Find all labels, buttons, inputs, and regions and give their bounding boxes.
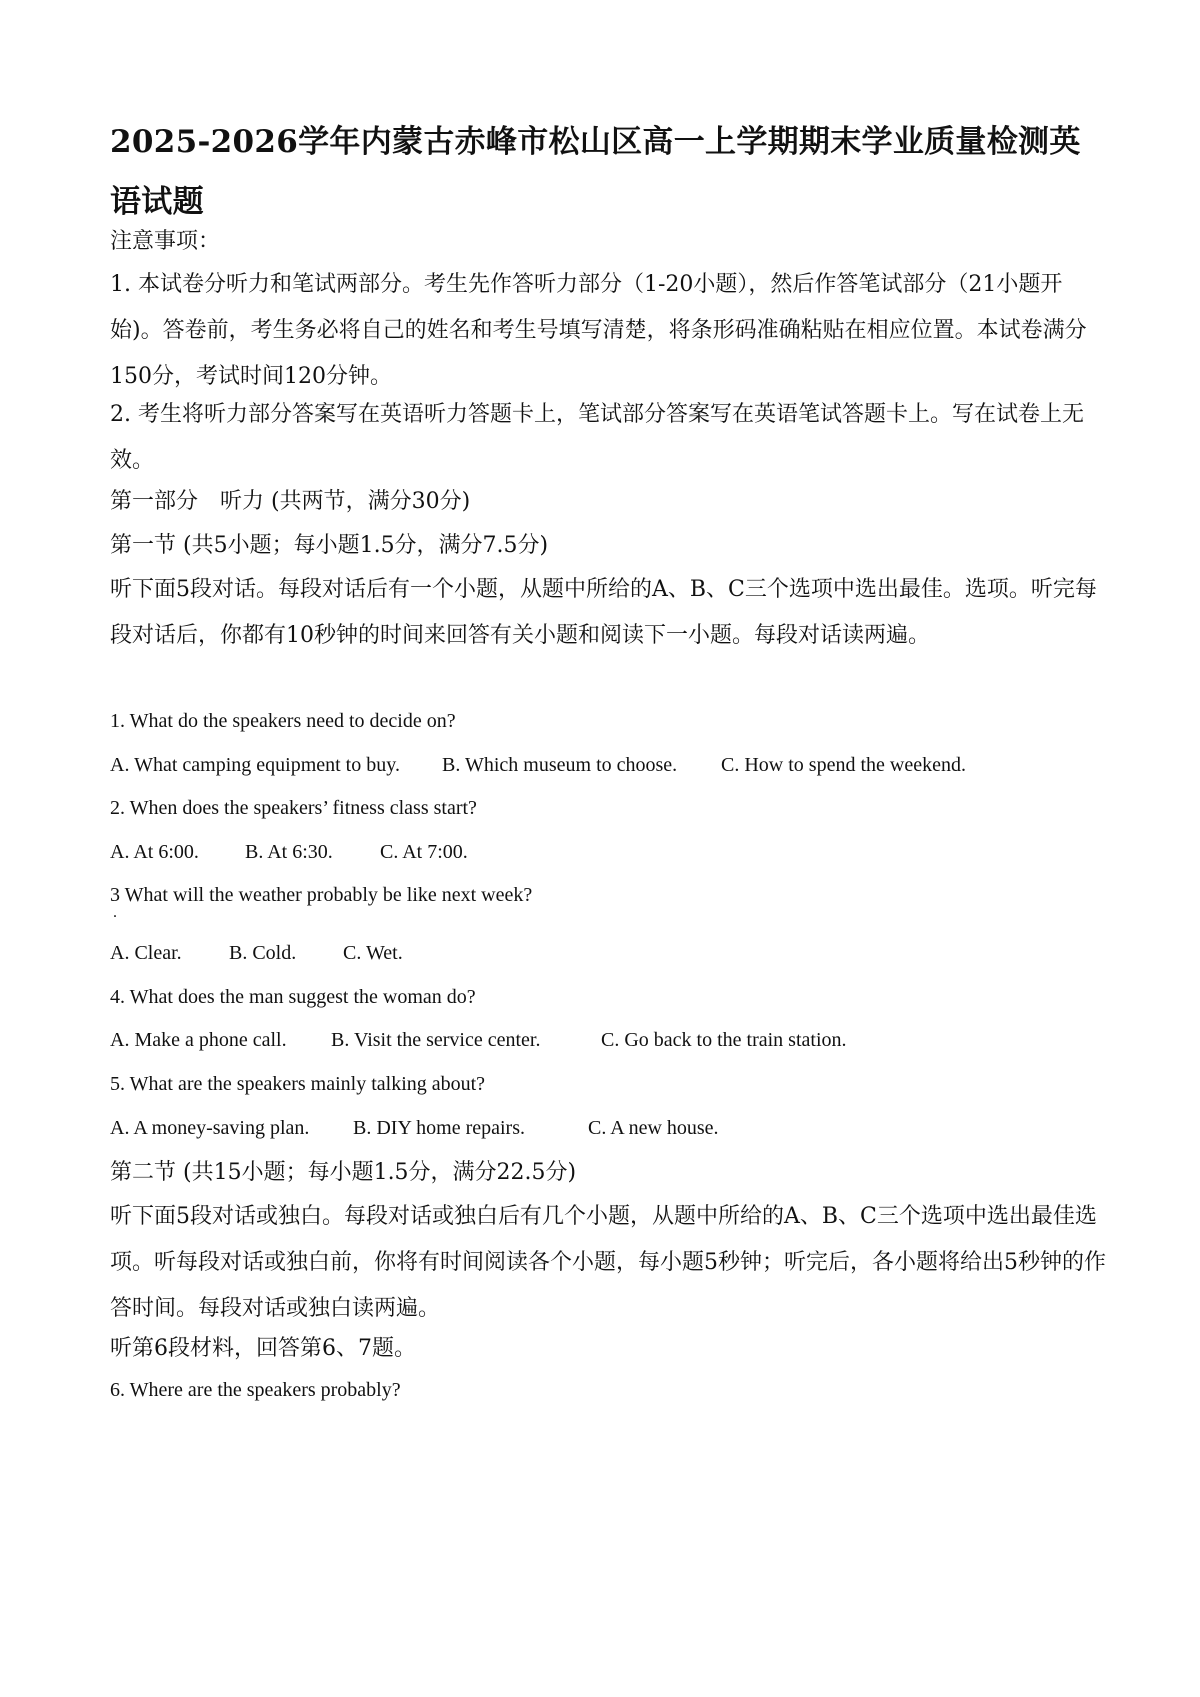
question-1-option-a: A. What camping equipment to buy. <box>110 754 400 776</box>
question-3-stem: 3 What will the weather probably be like next week? <box>110 884 533 906</box>
question-3-option-a: A. Clear. <box>110 942 182 964</box>
question-5-option-b: B. DIY home repairs. <box>353 1117 525 1139</box>
question-5-stem: 5. What are the speakers mainly talking about? <box>110 1073 486 1095</box>
question-1-option-b: B. Which museum to choose. <box>442 754 678 776</box>
notice-item-1: 1. 本试卷分听力和笔试两部分。考生先作答听力部分（1-20小题），然后作答笔试部分（21小题开始)。答卷前，考生务必将自己的姓名和考生号填写清楚，将条形码准确粘贴在相应位置。本试卷满分150分，考试时间120分钟。 <box>110 272 1087 389</box>
material-6-instruction: 听第6段材料，回答第6、7题。 <box>110 1336 416 1361</box>
section1-heading: 第一节 (共5小题；每小题1.5分，满分7.5分) <box>110 533 549 558</box>
question-2-option-c: C. At 7:00. <box>380 841 468 863</box>
question-4-option-c: C. Go back to the train station. <box>601 1029 847 1051</box>
question-4-stem: 4. What does the man suggest the woman do? <box>110 986 476 1008</box>
section2-instructions: 听下面5段对话或独白。每段对话或独白后有几个小题，从题中所给的A、B、C三个选项中选出最佳选项。听每段对话或独白前，你将有时间阅读各个小题，每小题5秒钟；听完后，各小题将给出5秒钟的作答时间。每段对话或独白读两遍。 <box>110 1204 1106 1321</box>
question-6-stem: 6. Where are the speakers probably? <box>110 1379 401 1401</box>
notice-heading: 注意事项： <box>110 229 221 254</box>
exam-title: 2025-2026学年内蒙古赤峰市松山区高一上学期期末学业质量检测英语试题 <box>110 124 1081 220</box>
question-1-option-c: C. How to spend the weekend. <box>721 754 966 776</box>
question-1-options <box>110 751 966 779</box>
question-3-stray-dot: . <box>113 904 117 921</box>
section1-instructions: 听下面5段对话。每段对话后有一个小题，从题中所给的A、B、C三个选项中选出最佳。选项。听完每段对话后，你都有10秒钟的时间来回答有关小题和阅读下一小题。每段对话读两遍。 <box>110 577 1097 648</box>
question-4-option-b: B. Visit the service center. <box>331 1029 541 1051</box>
question-5-option-c: C. A new house. <box>588 1117 719 1139</box>
part1-heading: 第一部分 听力 (共两节，满分30分) <box>110 489 471 514</box>
question-4-options <box>110 1026 847 1054</box>
question-1-stem: 1. What do the speakers need to decide on? <box>110 710 456 732</box>
question-3-option-c: C. Wet. <box>343 942 403 964</box>
question-2-option-a: A. At 6:00. <box>110 841 199 863</box>
question-5-option-a: A. A money-saving plan. <box>110 1117 310 1139</box>
question-2-options <box>110 838 468 866</box>
question-3-options <box>110 939 403 967</box>
question-4-option-a: A. Make a phone call. <box>110 1029 287 1051</box>
section2-heading: 第二节 (共15小题；每小题1.5分，满分22.5分) <box>110 1160 577 1185</box>
question-3-option-b: B. Cold. <box>229 942 297 964</box>
notice-item-2: 2. 考生将听力部分答案写在英语听力答题卡上，笔试部分答案写在英语笔试答题卡上。写在试卷上无效。 <box>110 402 1084 473</box>
question-5-options <box>110 1114 719 1142</box>
question-2-stem: 2. When does the speakers’ fitness class start? <box>110 797 477 819</box>
question-2-option-b: B. At 6:30. <box>245 841 333 863</box>
